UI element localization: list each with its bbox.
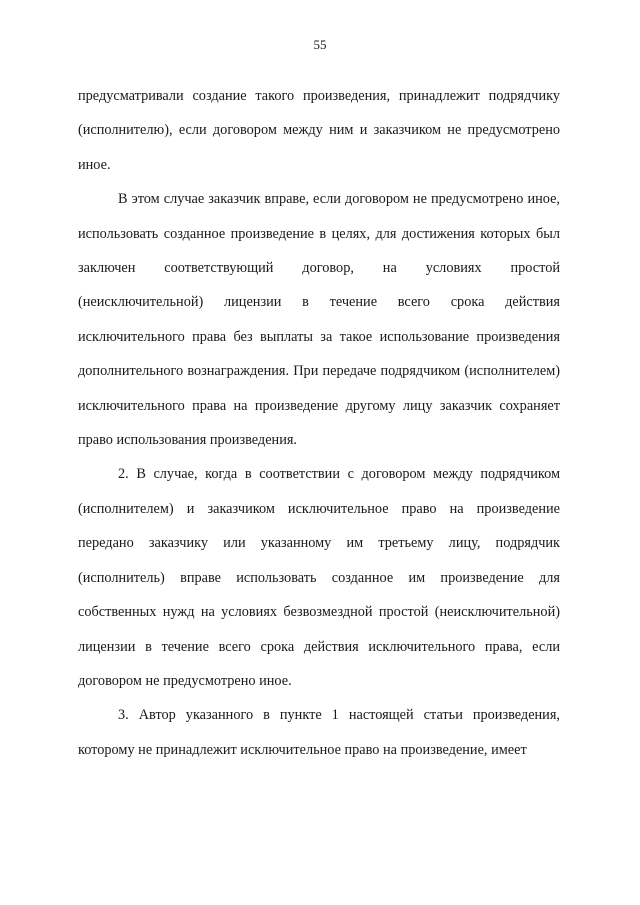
page-number: 55: [313, 37, 327, 52]
paragraph-clause-2: 2. В случае, когда в соответствии с договором между подрядчиком (исполнителем) и заказчиком исключительное право на произведение передано заказчику или указанному им третьему лицу, подрядчик (исполнитель) вправе использовать созданное им произведение для собственных нужд на условиях безвозмездной простой (неисключительной) лицензии в течение всего срока действия исключительного права, если договором не предусмотрено иное.: [78, 466, 560, 689]
paragraph-customer-rights: В этом случае заказчик вправе, если договором не предусмотрено иное, использовать созданное произведение в целях, для достижения которых был заключен соответствующий договор, на условиях простой (неисключительной) лицензии в течение всего срока действия исключительного права без выплаты за такое использование произведения дополнительного вознаграждения. При передаче подрядчиком (исполнителем) исключительного права на произведение другому лицу заказчик сохраняет право использования произведения.: [78, 191, 560, 449]
document-body: [78, 79, 560, 767]
paragraph-continuation: предусматривали создание такого произведения, принадлежит подрядчику (исполнителю), если договором между ним и заказчиком не предусмотрено иное.: [78, 88, 560, 173]
paragraph-clause-3: 3. Автор указанного в пункте 1 настоящей статьи произведения, которому не принадлежит исключительное право на произведение, имеет: [78, 707, 560, 758]
